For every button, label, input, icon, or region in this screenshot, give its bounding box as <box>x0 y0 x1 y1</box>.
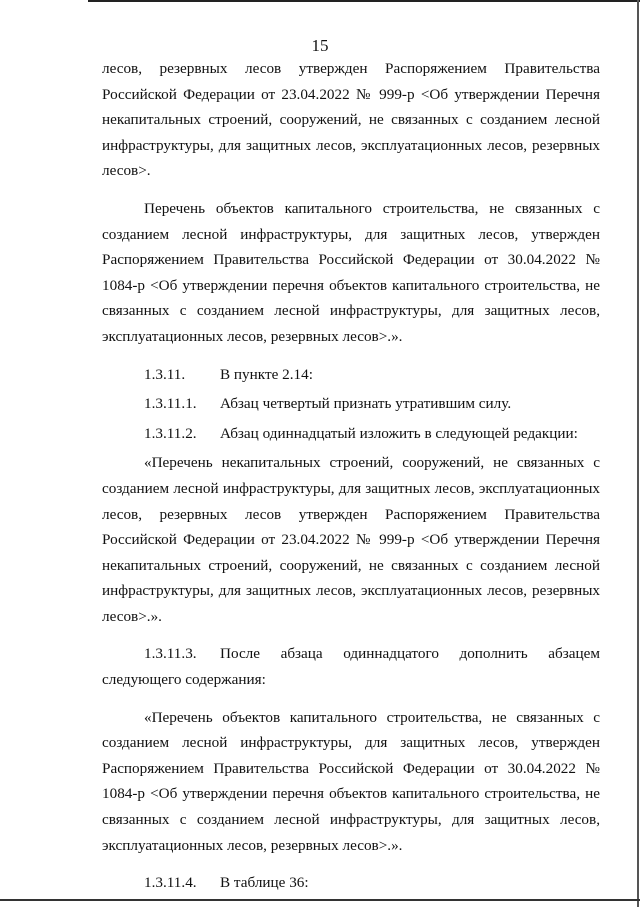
item-text: Абзац четвертый признать утратившим силу. <box>220 395 512 413</box>
item-number: 1.3.11.2. <box>144 424 197 442</box>
item-text: В таблице 36: <box>220 874 309 892</box>
scan-edge-right <box>637 0 639 907</box>
list-item-1-3-11 <box>102 362 600 388</box>
item-number: 1.3.11.3. <box>144 645 197 663</box>
item-number: 1.3.11. <box>144 365 186 383</box>
item-number: 1.3.11.1. <box>144 395 197 413</box>
item-number: 1.3.11.4. <box>144 874 197 892</box>
paragraph-capital-objects-list: Перечень объектов капитального строительства, не связанных с созданием лесной инфраструктуры, для защитных лесов, утвержден Распоряжением Правительства Российской Федерации от 30.04.2022 № 1084-р <Об утверждении перечня объектов капитального строительства, не связанных с созданием лесной инфраструктуры, для защитных лесов, эксплуатационных лесов, резервных лесов>.». <box>102 199 600 345</box>
item-text: Абзац одиннадцатый изложить в следующей редакции: <box>220 424 578 442</box>
list-item-1-3-11-3 <box>102 641 600 692</box>
paragraph-capital-objects-quote: «Перечень объектов капитального строительства, не связанных с созданием лесной инфраструктуры, для защитных лесов, утвержден Распоряжением Правительства Российской Федерации от 30.04.2022 № 1084-р <Об утверждении перечня объектов капитального строительства, не связанных с созданием лесной инфраструктуры, для защитных лесов, эксплуатационных лесов, резервных лесов>.». <box>102 708 600 854</box>
scan-edge-bottom <box>0 899 640 901</box>
paragraph-continuation: лесов, резервных лесов утвержден Распоряжением Правительства Российской Федерации от 23.04.2022 № 999-р <Об утверждении Перечня некапитальных строений, сооружений, не связанных с созданием лесной инфраструктуры, для защитных лесов, эксплуатационных лесов, резервных лесов>. <box>102 60 600 180</box>
document-body <box>102 56 600 896</box>
item-text: После абзаца одиннадцатого дополнить абзацем следующего содержания: <box>102 645 600 689</box>
list-item-1-3-11-2 <box>102 421 600 447</box>
page-number: 15 <box>311 36 329 55</box>
list-item-1-3-11-4 <box>102 870 600 896</box>
paragraph-non-capital-list-quote: «Перечень некапитальных строений, сооружений, не связанных с созданием лесной инфраструктуры, для защитных лесов, эксплуатационных лесов, резервных лесов утвержден Распоряжением Правительства Российской Федерации от 23.04.2022 № 999-р <Об утверждении Перечня некапитальных строений, сооружений, не связанных с созданием лесной инфраструктуры, для защитных лесов, эксплуатационных лесов, резервных лесов>.». <box>102 454 600 625</box>
scan-edge-top <box>88 0 640 2</box>
item-text: В пункте 2.14: <box>220 365 313 383</box>
list-item-1-3-11-1 <box>102 391 600 417</box>
